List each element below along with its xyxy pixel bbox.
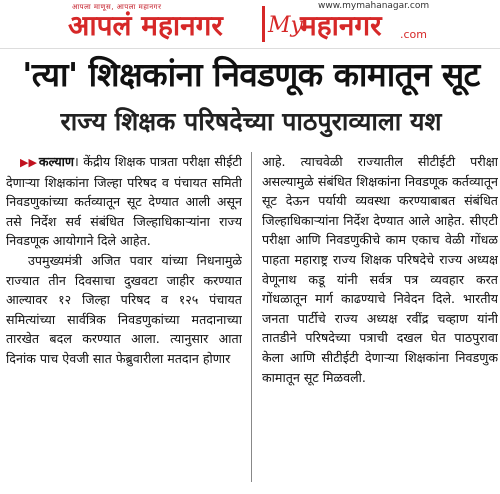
masthead-tagline: आपला माणूस, आपला महानगर bbox=[72, 3, 162, 11]
article-subheadline: राज्य शिक्षक परिषदेच्या पाठपुराव्याला यश bbox=[60, 107, 442, 136]
brand-logo-secondary[interactable]: महानगर bbox=[300, 9, 382, 42]
article-paragraph-3: आहे. त्याचवेळी राज्यातील सीटीईटी परीक्षा असल्यामुळे संबंधित शिक्षकांना निवडणूक कर्तव्यातून सूट देऊन पर्यायी व्यवस्था करण्याबाबत संबंधित जिल्हाधिकाऱ्यांना निर्देश देण्यात आले आहेत. सीएटी परीक्षा आणि निवडणुकीचे काम एकाच वेळी गोंधळ पाहता महाराष्ट्र राज्य शिक्षक परिषदेचे राज्य अध्यक्ष वेणूनाथ कडू यांनी सर्वत्र पत्र व्यवहार करत गोंधळातून मार्ग काढण्याचे निवेदन दिले. भारतीय जनता पार्टीचे राज्य अध्यक्ष रवींद्र चव्हाण यांनी तातडीने परिषदेच्या पत्राची दखल घेत पाठपुरावा केला आणि सीटीईटी देणाऱ्या शिक्षकांना निवडणुक कामातून सूट मिळवली. bbox=[262, 154, 498, 385]
site-url[interactable]: www.mymahanagar.com bbox=[318, 1, 430, 11]
article-paragraph-1: । केंद्रीय शिक्षक पात्रता परीक्षा सीईटी देणाऱ्या शिक्षकांना जिल्हा परिषद व पंचायत समिती निवडणुकांच्या कर्तव्यातून सूट देण्यात आली असून तसे निर्देश सर्व संबंधित जिल्हाधिकाऱ्यांना राज्य निवडणूक आयोगाने दिले आहेत. bbox=[6, 154, 242, 249]
brand-logo-my: My bbox=[268, 13, 303, 38]
column-divider bbox=[251, 152, 252, 482]
brand-logo-primary[interactable]: आपलं महानगर bbox=[68, 9, 223, 42]
masthead bbox=[0, 0, 500, 49]
article-column-right bbox=[262, 152, 498, 482]
dateline-arrow-icon: ▶▶ bbox=[20, 156, 37, 169]
article-column-left bbox=[6, 152, 242, 482]
article-dateline: कल्याण bbox=[38, 154, 75, 169]
article-paragraph bbox=[6, 152, 242, 251]
article-headline: 'त्या' शिक्षकांना निवडणूक कामातून सूट bbox=[22, 55, 480, 94]
brand-logo-suffix: .com bbox=[400, 28, 427, 41]
article-paragraph-2: उपमुख्यमंत्री अजित पवार यांच्या निधनामुळे राज्यात तीन दिवसाचा दुखवटा जाहीर करण्यात आल्यावर १२ जिल्हा परिषद व १२५ पंचायत समित्यांच्या सार्वत्रिक निवडणुकांच्या मतदानाच्या तारखेत बदल करण्यात आला. त्यानुसार आता दिनांक पाच ऐवजी सात फेब्रुवारीला मतदान होणार bbox=[6, 252, 242, 366]
masthead-divider bbox=[262, 6, 265, 42]
